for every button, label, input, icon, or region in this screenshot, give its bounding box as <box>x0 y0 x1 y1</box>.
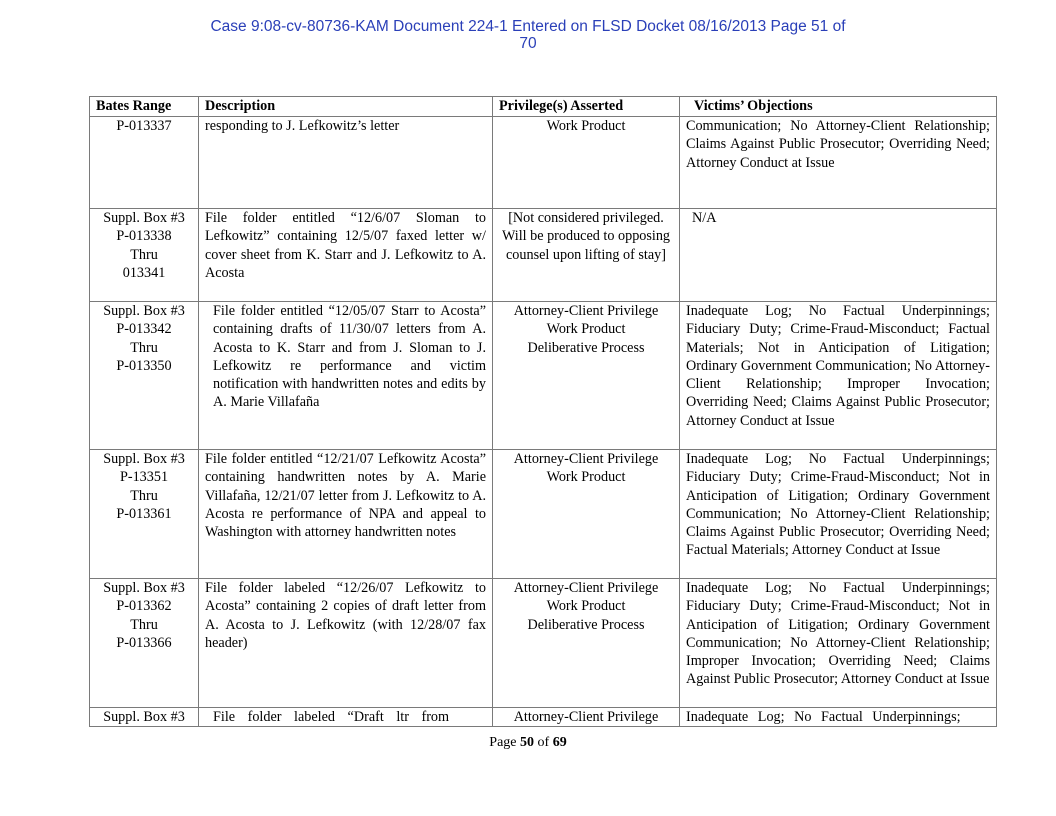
objections-cell: Inadequate Log; No Factual Underpinnings; Fiduciary Duty; Crime-Fraud-Misconduct; Factual Materials; Not in Anticipation of Litigation; Ordinary Government Communication; No Attorney-Client Relationship; Improper Invocation; Overriding Need; Claims Against Public Prosecutor; Attorney Conduct at Issue <box>680 302 997 450</box>
table-row <box>90 450 997 579</box>
privilege-line: Deliberative Process <box>527 339 645 356</box>
bates-range-line: P-013338 <box>116 228 172 245</box>
privilege-line: Work Product <box>546 598 626 615</box>
footer-current-page: 50 <box>520 735 535 750</box>
privilege-line: Attorney-Client Privilege <box>513 709 659 725</box>
privilege-cell <box>493 579 680 708</box>
column-header-victims-objections: Victims’ Objections <box>680 97 997 117</box>
court-header-line-1: Case 9:08-cv-80736-KAM Document 224-1 Entered on FLSD Docket 08/16/2013 Page 51 of <box>210 18 846 35</box>
privilege-line: Attorney-Client Privilege <box>513 580 659 596</box>
description-cell: File folder entitled “12/6/07 Sloman to Lefkowitz” containing 12/5/07 faxed letter w/ cover sheet from K. Starr and J. Lefkowitz to A. Acosta <box>199 209 493 302</box>
bates-range-line: P-013337 <box>116 118 172 134</box>
privilege-line: Work Product <box>546 469 626 486</box>
description-cell: responding to J. Lefkowitz’s letter <box>199 117 493 209</box>
privilege-line: Deliberative Process <box>527 616 645 633</box>
objections-cell: Communication; No Attorney-Client Relationship; Claims Against Public Prosecutor; Overriding Need; Attorney Conduct at Issue <box>680 117 997 209</box>
bates-range-line: P-13351 <box>119 469 169 486</box>
bates-range-cell <box>90 302 199 450</box>
privilege-cell <box>493 708 680 727</box>
table-header-row <box>90 97 997 117</box>
bates-range-line: Suppl. Box #3 <box>103 303 185 319</box>
bates-range-line: Suppl. Box #3 <box>103 580 185 596</box>
objections-cell: Inadequate Log; No Factual Underpinnings; Fiduciary Duty; Crime-Fraud-Misconduct; Not in Anticipation of Litigation; Ordinary Government Communication; No Attorney-Client Relationship; Improper Invocation; Overriding Need; Claims Against Public Prosecutor; Attorney Conduct at Issue <box>680 579 997 708</box>
description-cell: File folder labeled “12/26/07 Lefkowitz to Acosta” containing 2 copies of draft letter from A. Acosta to J. Lefkowitz (with 12/28/07 fax header) <box>199 579 493 708</box>
privilege-line: Work Product <box>546 118 626 134</box>
description-cell: File folder entitled “12/05/07 Starr to Acosta” containing drafts of 11/30/07 letters from A. Acosta to K. Starr and from J. Sloman to J. Lefkowitz re performance and victim notification with handwritten notes and edits by A. Marie Villafaña <box>199 302 493 450</box>
description-cell: File folder entitled “12/21/07 Lefkowitz Acosta” containing handwritten notes by A. Marie Villafaña, 12/21/07 letter from J. Lefkowitz to A. Acosta re performance of NPA and appeal to Washington with attorney handwritten notes <box>199 450 493 579</box>
privilege-cell <box>493 450 680 579</box>
objections-cell: Inadequate Log; No Factual Underpinnings; <box>680 708 997 727</box>
bates-range-line: Thru <box>130 487 158 504</box>
privilege-cell <box>493 117 680 209</box>
bates-range-line: P-013361 <box>116 505 172 522</box>
bates-range-cell <box>90 579 199 708</box>
table-row <box>90 302 997 450</box>
column-header-bates-range: Bates Range <box>90 97 199 117</box>
objections-cell: Inadequate Log; No Factual Underpinnings; Fiduciary Duty; Crime-Fraud-Misconduct; Not in Anticipation of Litigation; Ordinary Government Communication; No Attorney-Client Relationship; Claims Against Public Prosecutor; Overriding Need; Factual Materials; Attorney Conduct at Issue <box>680 450 997 579</box>
bates-range-cell <box>90 708 199 727</box>
privilege-line: Work Product <box>546 321 626 338</box>
bates-range-line: Thru <box>130 246 158 263</box>
page-number-footer <box>0 735 1056 751</box>
privilege-cell <box>493 209 680 302</box>
privilege-line: [Not considered privileged. Will be produced to opposing counsel upon lifting of stay] <box>501 210 671 263</box>
bates-range-cell <box>90 450 199 579</box>
privilege-log-table <box>89 96 997 727</box>
table-row <box>90 579 997 708</box>
footer-page-separator: of <box>534 735 553 750</box>
table-row <box>90 708 997 727</box>
bates-range-line: P-013362 <box>116 598 172 615</box>
privilege-line: Attorney-Client Privilege <box>513 451 659 467</box>
court-header-line-2: 70 <box>519 35 537 52</box>
footer-total-pages: 69 <box>552 735 567 750</box>
court-filing-header <box>0 18 1056 52</box>
column-header-description: Description <box>199 97 493 117</box>
bates-range-line: Thru <box>130 616 158 633</box>
bates-range-line: Suppl. Box #3 <box>103 210 185 226</box>
bates-range-line: 013341 <box>122 264 166 281</box>
privilege-line: Attorney-Client Privilege <box>513 303 659 319</box>
bates-range-cell <box>90 209 199 302</box>
bates-range-line: Suppl. Box #3 <box>103 451 185 467</box>
bates-range-cell <box>90 117 199 209</box>
bates-range-line: P-013350 <box>116 357 172 374</box>
privilege-cell <box>493 302 680 450</box>
objections-cell: N/A <box>680 209 997 302</box>
bates-range-line: Thru <box>130 339 158 356</box>
column-header-privileges-asserted: Privilege(s) Asserted <box>493 97 680 117</box>
description-cell: File folder labeled “Draft ltr from <box>199 708 493 727</box>
bates-range-line: P-013366 <box>116 634 172 651</box>
footer-page-prefix: Page <box>489 735 521 750</box>
table-row <box>90 117 997 209</box>
bates-range-line: Suppl. Box #3 <box>103 709 185 725</box>
table-row <box>90 209 997 302</box>
bates-range-line: P-013342 <box>116 321 172 338</box>
